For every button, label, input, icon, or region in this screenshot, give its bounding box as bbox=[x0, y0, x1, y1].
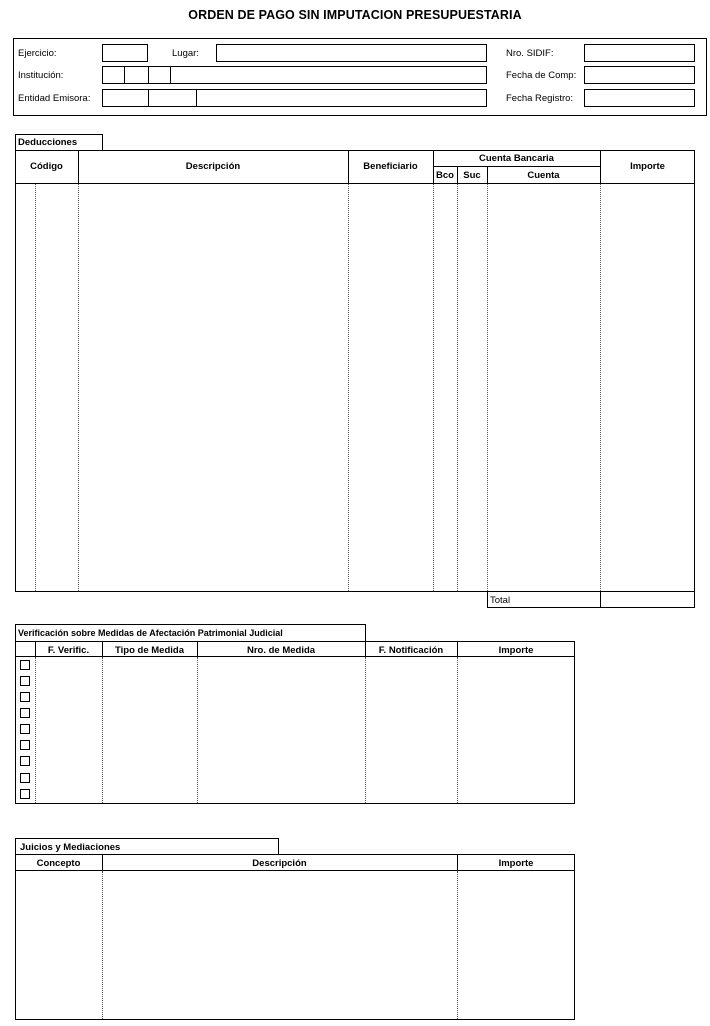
juicios-title: Juicios y Mediaciones bbox=[20, 842, 121, 853]
verificacion-table bbox=[15, 641, 575, 804]
entidad-emisora-field[interactable] bbox=[102, 89, 487, 107]
col-importe: Importe bbox=[498, 645, 534, 656]
fecha-registro-field[interactable] bbox=[584, 89, 695, 107]
col-importe: Importe bbox=[498, 858, 534, 869]
juicios-header-line bbox=[15, 870, 575, 871]
body-col-line bbox=[457, 657, 458, 803]
lugar-field[interactable] bbox=[216, 44, 487, 62]
nro-sidif-field[interactable] bbox=[584, 44, 695, 62]
verificacion-header-line bbox=[15, 656, 575, 657]
col-beneficiario: Beneficiario bbox=[363, 161, 418, 172]
body-col-line bbox=[102, 657, 103, 803]
institucion-divider bbox=[148, 66, 149, 84]
total-importe-field[interactable] bbox=[601, 592, 694, 607]
row-checkbox[interactable] bbox=[20, 740, 30, 750]
row-checkbox[interactable] bbox=[20, 773, 30, 783]
body-col-line bbox=[35, 657, 36, 803]
nro-sidif-label: Nro. SIDIF: bbox=[506, 48, 554, 59]
institucion-divider bbox=[124, 66, 125, 84]
deducciones-header-line bbox=[15, 183, 695, 184]
deducciones-title: Deducciones bbox=[18, 137, 78, 148]
entidad-emisora-label: Entidad Emisora: bbox=[18, 93, 91, 104]
row-checkbox[interactable] bbox=[20, 676, 30, 686]
entidad-divider bbox=[148, 89, 149, 107]
body-col-line bbox=[457, 871, 458, 1019]
fecha-comp-label: Fecha de Comp: bbox=[506, 70, 577, 81]
col-bco: Bco bbox=[436, 170, 454, 181]
col-suc: Suc bbox=[463, 170, 481, 181]
body-col-line bbox=[102, 871, 103, 1019]
fecha-comp-field[interactable] bbox=[584, 66, 695, 84]
institucion-field[interactable] bbox=[102, 66, 487, 84]
institucion-label: Institución: bbox=[18, 70, 64, 81]
fecha-registro-label: Fecha Registro: bbox=[506, 93, 574, 104]
row-checkbox[interactable] bbox=[20, 756, 30, 766]
cuenta-bancaria-line bbox=[433, 166, 600, 167]
body-col-line bbox=[35, 184, 36, 591]
lugar-label: Lugar: bbox=[172, 48, 199, 59]
col-descripcion: Descripción bbox=[185, 161, 241, 172]
deducciones-table bbox=[15, 150, 695, 592]
entidad-divider bbox=[196, 89, 197, 107]
row-checkbox[interactable] bbox=[20, 660, 30, 670]
col-tipo-medida: Tipo de Medida bbox=[115, 645, 184, 656]
row-checkbox[interactable] bbox=[20, 692, 30, 702]
col-nro-medida: Nro. de Medida bbox=[246, 645, 316, 656]
col-concepto: Concepto bbox=[36, 858, 81, 869]
body-col-line bbox=[600, 184, 601, 591]
col-cuenta-bancaria: Cuenta Bancaria bbox=[479, 153, 554, 164]
row-checkbox[interactable] bbox=[20, 708, 30, 718]
row-checkbox[interactable] bbox=[20, 724, 30, 734]
col-descripcion: Descripción bbox=[252, 858, 307, 869]
ejercicio-field[interactable] bbox=[102, 44, 148, 62]
body-col-line bbox=[348, 184, 349, 591]
page-title: ORDEN DE PAGO SIN IMPUTACION PRESUPUESTARIA bbox=[188, 8, 522, 22]
col-f-notificacion: F. Notificación bbox=[378, 645, 444, 656]
body-col-line bbox=[78, 184, 79, 591]
institucion-divider bbox=[170, 66, 171, 84]
ejercicio-label: Ejercicio: bbox=[18, 48, 57, 59]
verificacion-title: Verificación sobre Medidas de Afectación Patrimonial Judicial bbox=[18, 628, 283, 638]
row-checkbox[interactable] bbox=[20, 789, 30, 799]
body-col-line bbox=[487, 184, 488, 591]
col-importe: Importe bbox=[630, 161, 665, 172]
col-f-verific: F. Verific. bbox=[47, 645, 90, 656]
juicios-table bbox=[15, 854, 575, 1020]
body-col-line bbox=[197, 657, 198, 803]
body-col-line bbox=[433, 184, 434, 591]
body-col-line bbox=[365, 657, 366, 803]
col-cuenta: Cuenta bbox=[527, 170, 560, 181]
body-col-line bbox=[457, 184, 458, 591]
total-label: Total bbox=[490, 595, 511, 606]
col-codigo: Código bbox=[30, 161, 63, 172]
